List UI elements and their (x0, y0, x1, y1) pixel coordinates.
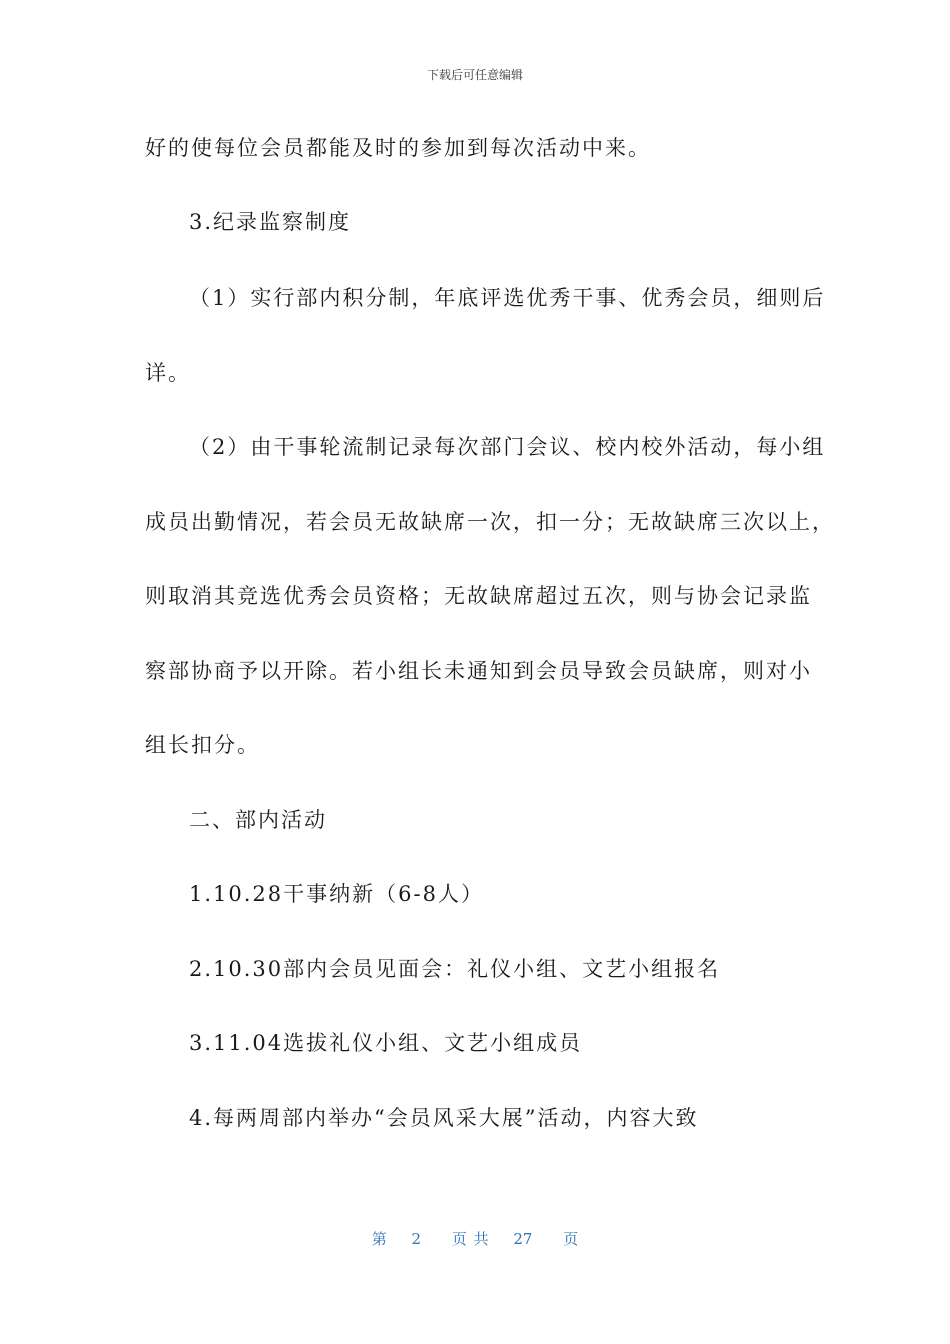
list-item: 4.每两周部内举办“会员风采大展”活动，内容大致 (189, 1106, 699, 1130)
list-item: 1.10.28干事纳新（6-8人） (189, 882, 484, 906)
text-line: 察部协商予以开除。若小组长未通知到会员导致会员缺席，则对小 (145, 659, 812, 683)
text-line: 则取消其竞选优秀会员资格；无故缺席超过五次，则与协会记录监 (145, 584, 812, 608)
footer-suffix: 页 (563, 1230, 579, 1248)
page-footer (0, 1228, 950, 1249)
text-line: 成员出勤情况，若会员无故缺席一次，扣一分；无故缺席三次以上， (145, 510, 835, 534)
text-line: 组长扣分。 (145, 733, 260, 757)
list-item: 3.11.04选拔礼仪小组、文艺小组成员 (189, 1031, 583, 1055)
section-heading: 3.纪录监察制度 (189, 210, 352, 234)
total-page-count: 27 (513, 1230, 533, 1248)
list-item: 2.10.30部内会员见面会：礼仪小组、文艺小组报名 (189, 957, 721, 981)
footer-middle: 页 共 (451, 1230, 489, 1248)
text-line: （2）由干事轮流制记录每次部门会议、校内校外活动，每小组 (189, 435, 826, 459)
text-line: （1）实行部内积分制，年底评选优秀干事、优秀会员，细则后 (189, 286, 826, 310)
footer-prefix: 第 (371, 1230, 387, 1248)
section-heading: 二、部内活动 (189, 808, 327, 832)
text-line: 详。 (145, 361, 191, 385)
current-page-number: 2 (411, 1230, 422, 1248)
text-line: 好的使每位会员都能及时的参加到每次活动中来。 (145, 136, 651, 160)
header-note: 下载后可任意编辑 (426, 68, 523, 82)
